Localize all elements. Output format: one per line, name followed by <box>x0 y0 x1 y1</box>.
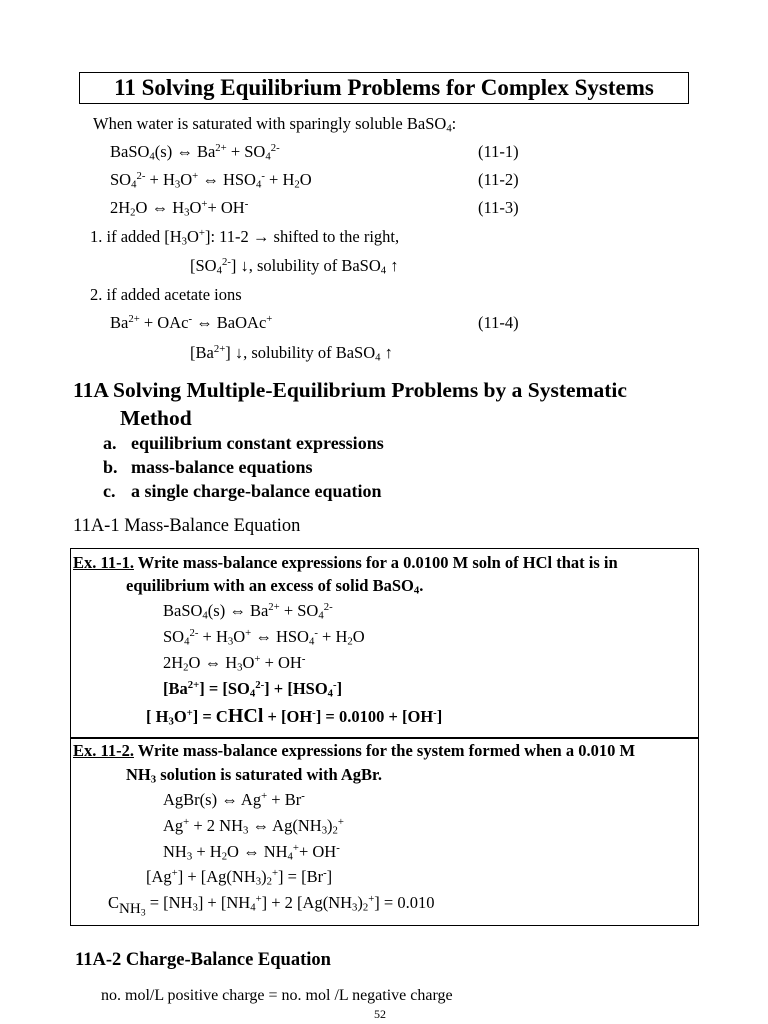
example-2-mass-balance: $[Ag^+] + [Ag(NH_3)_2^+] = [Br^-]$ <box>146 867 333 888</box>
effect-1-result: $[SO_4^{2-}]$ ↓, solubility of BaSO$_4$ ↑ <box>190 256 399 277</box>
example-1-eq: $2H_2O$ ⇔ $H_3O^+ + OH^-$ <box>163 653 306 674</box>
list-marker: c. <box>103 481 116 501</box>
equation-number: (11-2) <box>478 170 519 189</box>
example-2-label: Ex. 11-2. <box>73 741 134 760</box>
equation-11-3: $2H_2O$ ⇔ $H_3O^++ OH^-$ <box>110 198 249 219</box>
effect-2-result: $[Ba^{2+}]$ ↓, solubility of BaSO$_4$ ↑ <box>190 343 393 364</box>
example-1-mass-balance: $[Ba^{2+}] = [SO_4^{2-}] + [HSO_4^-]$ <box>163 679 343 700</box>
equation-number: (11-3) <box>478 198 519 217</box>
example-2-prompt: Ex. 11-2. Write mass-balance expressions for the system formed when a 0.010 M <box>73 741 636 760</box>
equation-11-1: BaSO$_4$(s) ⇔ $Ba^{2+} + SO_4^{2-}$ <box>110 142 280 163</box>
section-heading-11A: 11A Solving Multiple-Equilibrium Problems by a Systematic <box>73 378 627 402</box>
list-marker: a. <box>103 433 117 453</box>
example-2-eq: AgBr(s) ⇔ Ag+ + Br- <box>163 790 305 809</box>
effect-2: 2. if added acetate ions <box>90 285 242 304</box>
example-1-label: Ex. 11-1. <box>73 553 134 572</box>
list-item: mass-balance equations <box>131 457 313 477</box>
example-2-eq: $NH_3 + H_2O$ ⇔ $NH_4^++ OH^-$ <box>163 842 340 863</box>
example-2-prompt-cont: $NH_3$ solution is saturated with AgBr. <box>126 765 382 786</box>
example-2-mass-balance: $CNH_3 = [NH_3] + [NH_4^+] + 2$ $[Ag(NH_3)_2^+] = 0.010$ <box>108 893 435 918</box>
section-heading-11A-cont: Method <box>120 406 192 430</box>
list-item: equilibrium constant expressions <box>131 433 384 453</box>
equation-11-2: $SO_4^{2-} + H_3O^+$ ⇔ $HSO_4^- + H_2O$ <box>110 170 312 191</box>
subsection-heading-11A-2: 11A-2 Charge-Balance Equation <box>75 950 331 970</box>
list-item: a single charge-balance equation <box>131 481 382 501</box>
equation-number: (11-1) <box>478 142 519 161</box>
example-1-prompt-cont: equilibrium with an excess of solid BaSO$_4$. <box>126 576 424 597</box>
example-1-prompt: Ex. 11-1. Write mass-balance expressions for a 0.0100 M soln of HCl that is in <box>73 553 618 572</box>
page-title: 11 Solving Equilibrium Problems for Complex Systems <box>79 72 689 104</box>
example-1-mass-balance: [ $H_3O^+$] = CHCl + [OH-] = 0.0100 + [OH-] <box>146 705 443 728</box>
list-marker: b. <box>103 457 118 477</box>
equation-11-4: $Ba^{2+} + OAc^-$ ⇔ BaOAc+ <box>110 313 273 332</box>
intro-line: When water is saturated with sparingly soluble BaSO$_4$: <box>93 114 457 135</box>
example-2-eq: Ag+ + 2 $NH_3$ ⇔ $Ag(NH_3)_2^+$ <box>163 816 344 837</box>
example-1-eq: BaSO$_4$(s) ⇔ $Ba^{2+} + SO_4^{2-}$ <box>163 601 333 622</box>
subsection-heading-11A-1: 11A-1 Mass-Balance Equation <box>73 516 301 536</box>
effect-1: 1. if added $[H_3O^+]$: 11-2 → shifted to the right, <box>90 227 400 248</box>
example-1-eq: $SO_4^{2-} + H_3O^+$ ⇔ $HSO_4^- + H_2O$ <box>163 627 365 648</box>
page-number: 52 <box>374 1007 386 1021</box>
equation-number: (11-4) <box>478 313 519 332</box>
charge-balance-statement: no. mol/L positive charge = no. mol /L negative charge <box>101 987 453 1004</box>
